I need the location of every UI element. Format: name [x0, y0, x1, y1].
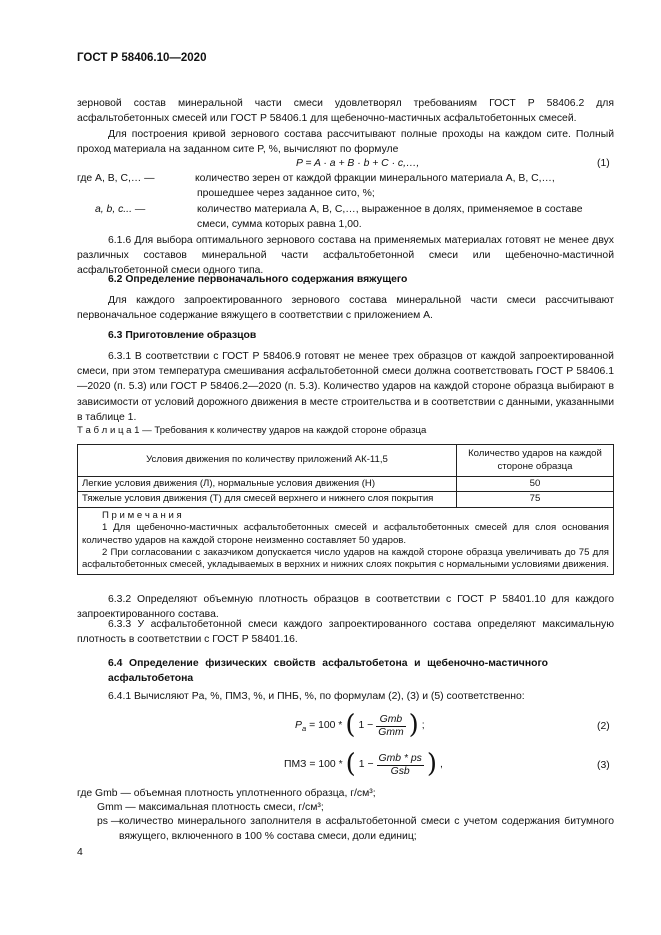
- formula-2-eq: = 100 *: [309, 720, 343, 732]
- where-3-lead: ps —: [97, 816, 122, 827]
- definition-2-text: количество материала A, B, C,…, выраженное в долях, применяемое в составе смеси, сумма которых равна 1,00.: [197, 204, 583, 231]
- formula-2-numerator: Gmb: [376, 714, 405, 727]
- where-2-text: максимальная плотность смеси, г/см³;: [138, 802, 324, 813]
- definition-1-text: количество зерен от каждой фракции минерального материала A, B, C,…, прошедшее через заданное сито, %;: [195, 173, 555, 200]
- where-2-lead: Gmm —: [97, 802, 136, 813]
- table-row: [78, 477, 614, 492]
- formula-3-fraction: [377, 753, 424, 778]
- formula-3-tail: ,: [440, 759, 443, 771]
- formula-1: P = A · a + B · b + C · c,…,: [296, 158, 420, 169]
- table-notes-row: [78, 507, 614, 574]
- formula-2-denominator: Gmm: [378, 726, 404, 738]
- table-notes: [78, 507, 614, 574]
- formula-2-tail: ;: [421, 720, 425, 732]
- heading-6-3: 6.3 Приготовление образцов: [108, 330, 257, 341]
- table-caption: Т а б л и ц а 1 — Требования к количеству ударов на каждой стороне образца: [77, 425, 427, 436]
- table-cell-condition: Тяжелые условия движения (Т) для смесей верхнего и нижнего слоя покрытия: [78, 492, 457, 507]
- definition-1-lead: где A, B, C,… —: [77, 173, 155, 184]
- page-number: 4: [77, 847, 83, 858]
- heading-6-4: 6.4 Определение физических свойств асфальтобетона и щебеночно-мастичного асфальтобетона: [108, 658, 548, 685]
- strikes-table: [77, 444, 614, 575]
- paragraph-6-1-6: 6.1.6 Для выбора оптимального зернового состава на применяемых материалах готовят не менее двух различных составов минеральной части асфальтобетонной смеси или щебеночно-мастичной асфальтобетонной смеси одного типа.: [77, 235, 614, 277]
- paragraph-sieve: Для построения кривой зернового состава рассчитывают полные проходы на каждом сите. Полный проход материала на заданном сите P, %, вычисляют по формуле: [77, 129, 614, 156]
- formula-2-close-paren: ): [408, 710, 419, 741]
- document-header: ГОСТ Р 58406.10—2020: [77, 52, 207, 64]
- where-1-text: объемная плотность уплотненного образца, г/см³;: [133, 788, 376, 799]
- formula-3-number: (3): [597, 760, 610, 771]
- formula-2-fraction: [376, 714, 405, 739]
- formula-3-denominator: Gsb: [390, 765, 410, 777]
- heading-6-2: 6.2 Определение первоначального содержания вяжущего: [108, 274, 408, 285]
- table-cell-condition: Легкие условия движения (Л), нормальные условия движения (Н): [78, 477, 457, 492]
- formula-2-lhs: $P_a$: [295, 720, 307, 734]
- note-2: 2 При согласовании с заказчиком допускается число ударов на каждой стороне образца увеличивать до 75 для асфальтобетонных смесей, укладываемых в верхних и нижних слоях покрытия с нормальными условиями движения.: [82, 547, 609, 571]
- formula-3-close-paren: ): [426, 749, 437, 780]
- formula-2: [295, 709, 425, 743]
- definition-2-lead: a, b, c... —: [95, 204, 146, 215]
- where-item-1: [77, 786, 614, 801]
- where-1-lead: где Gmb —: [77, 788, 131, 799]
- paragraph-continuation: зерновой состав минеральной части смеси удовлетворял требованиям ГОСТ Р 58406.2 для асфальтобетонных смесей или ГОСТ Р 58406.1 для щебеночно-мастичных асфальтобетонных смесей.: [77, 98, 614, 125]
- table-row: [78, 492, 614, 507]
- paragraph-6-4-1: 6.4.1 Вычисляют Pa, %, ПМЗ, %, и ПНБ, %, по формулам (2), (3) и (5) соответственно:: [108, 691, 525, 702]
- formula-3-lhs: ПМЗ: [284, 759, 307, 771]
- formula-3-one: 1 −: [358, 759, 374, 771]
- table-header-conditions: Условия движения по количеству приложений АК-11,5: [78, 445, 457, 477]
- formula-2-one: 1 −: [358, 720, 374, 732]
- notes-title: П р и м е ч а н и я: [102, 509, 182, 521]
- formula-3-numerator: Gmb * ps: [378, 752, 422, 764]
- formula-2-number: (2): [597, 721, 610, 732]
- paragraph-6-3-3: 6.3.3 У асфальтобетонной смеси каждого запроектированного состава определяют максимальную плотность в соответствии с ГОСТ Р 58401.16.: [77, 619, 614, 646]
- where-3-text: количество минерального заполнителя в асфальтобетонной смеси с учетом содержания битумного вяжущего, включенного в 100 % состава смеси, доли единиц;: [119, 816, 614, 843]
- formula-3: [284, 748, 443, 782]
- table-cell-value: 50: [457, 477, 614, 492]
- formula-3-eq: = 100 *: [309, 759, 343, 771]
- table-header-strikes: Количество ударов на каждой стороне образца: [457, 445, 614, 477]
- paragraph-6-2: Для каждого запроектированного зернового состава минеральной части смеси рассчитывают первоначальное содержание вяжущего в соответствии с приложением А.: [77, 295, 614, 322]
- formula-2-open-paren: (: [345, 710, 356, 741]
- formula-3-open-paren: (: [345, 749, 356, 780]
- formula-1-number: (1): [597, 158, 610, 169]
- table-header-row: [78, 445, 614, 477]
- paragraph-6-3-1: 6.3.1 В соответствии с ГОСТ Р 58406.9 готовят не менее трех образцов от каждой запроектированной смеси, при этом температура смешивания асфальтобетонной смеси должна соответствовать ГОСТ Р 58406.1—2020 (п. 5.3) или ГОСТ Р 58406.2—2020 (п. 5.3). Количество ударов на каждой стороне образца выбирают в зависимости от условий дорожного движения в месте строительства и в соответствии с данными, указанными в таблице 1.: [77, 351, 614, 423]
- where-item-2: [97, 800, 614, 815]
- note-1: 1 Для щебеночно-мастичных асфальтобетонных смесей и асфальтобетонных смесей для слоя основания количество ударов на каждой стороне неизменно составляет 50 ударов.: [82, 522, 609, 546]
- table-cell-value: 75: [457, 492, 614, 507]
- paragraph-6-3-2: 6.3.2 Определяют объемную плотность образцов в соответствии с ГОСТ Р 58401.10 для каждого запроектированного состава.: [77, 594, 614, 621]
